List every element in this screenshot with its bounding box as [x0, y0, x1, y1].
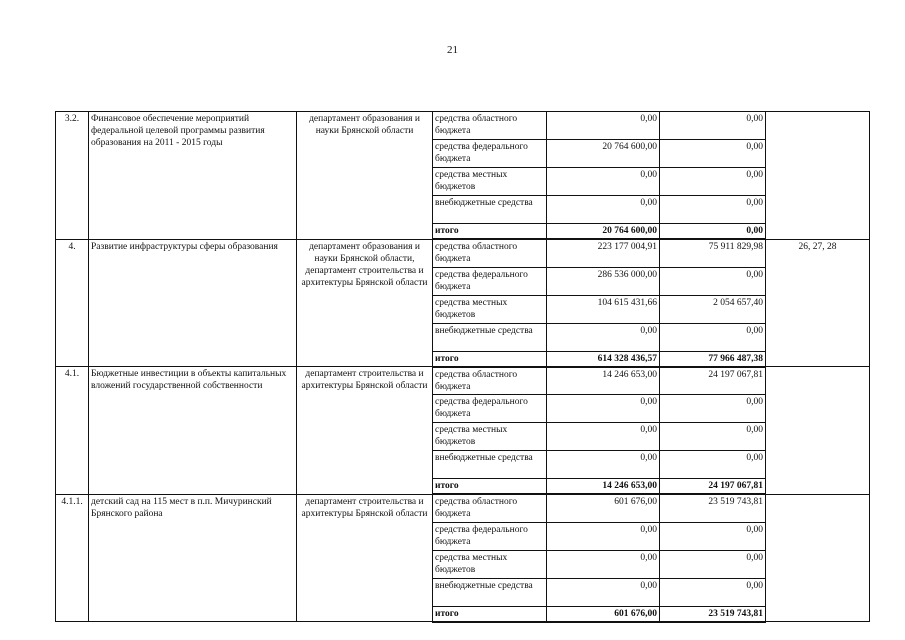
amount-column-1: 0,00 [547, 196, 660, 224]
amount-column-2: 0,00 [660, 550, 766, 578]
amount-column-2: 0,00 [660, 451, 766, 479]
amount-column-2: 0,00 [660, 112, 766, 140]
section-name: Развитие инфраструктуры сферы образования [89, 239, 297, 367]
funding-source: внебюджетные средства [433, 578, 547, 606]
amount-column-2: 0,00 [660, 140, 766, 168]
funding-source: средства местных бюджетов [433, 295, 547, 323]
table-row [56, 367, 870, 395]
amount-column-1: 0,00 [547, 550, 660, 578]
amount-column-1: 0,00 [547, 323, 660, 351]
funding-source: средства областного бюджета [433, 112, 547, 140]
funding-source: внебюджетные средства [433, 196, 547, 224]
amount-column-2: 0,00 [660, 224, 766, 240]
indicator-reference [766, 367, 870, 495]
amount-column-1: 286 536 000,00 [547, 267, 660, 295]
funding-source: средства федерального бюджета [433, 140, 547, 168]
funding-source: средства федерального бюджета [433, 267, 547, 295]
amount-column-2: 24 197 067,81 [660, 479, 766, 495]
amount-column-1: 0,00 [547, 522, 660, 550]
amount-column-2: 0,00 [660, 395, 766, 423]
section-number: 4. [56, 239, 89, 367]
amount-column-1: 104 615 431,66 [547, 295, 660, 323]
total-label: итого [433, 606, 547, 622]
amount-column-1: 20 764 600,00 [547, 224, 660, 240]
table-row [56, 239, 870, 267]
funding-source: средства федерального бюджета [433, 395, 547, 423]
funding-source: внебюджетные средства [433, 323, 547, 351]
funding-source: средства местных бюджетов [433, 423, 547, 451]
responsible-department: департамент образования и науки Брянской области, департамент строительства и архитектуры Брянской области [297, 239, 433, 367]
total-label: итого [433, 351, 547, 367]
funding-source: средства областного бюджета [433, 239, 547, 267]
indicator-reference [766, 112, 870, 240]
amount-column-2: 0,00 [660, 196, 766, 224]
section-number: 4.1. [56, 367, 89, 495]
amount-column-2: 75 911 829,98 [660, 239, 766, 267]
funding-source: внебюджетные средства [433, 451, 547, 479]
responsible-department: департамент строительства и архитектуры Брянской области [297, 367, 433, 495]
page-number: 21 [447, 44, 458, 56]
section-number: 4.1.1. [56, 494, 89, 622]
amount-column-2: 0,00 [660, 522, 766, 550]
amount-column-1: 20 764 600,00 [547, 140, 660, 168]
amount-column-2: 0,00 [660, 168, 766, 196]
amount-column-1: 0,00 [547, 112, 660, 140]
responsible-department: департамент образования и науки Брянской области [297, 112, 433, 240]
amount-column-1: 614 328 436,57 [547, 351, 660, 367]
section-name: детский сад на 115 мест в п.п. Мичуринский Брянского района [89, 494, 297, 622]
amount-column-2: 0,00 [660, 323, 766, 351]
responsible-department: департамент строительства и архитектуры Брянской области [297, 494, 433, 622]
amount-column-1: 601 676,00 [547, 606, 660, 622]
table-row [56, 494, 870, 522]
funding-source: средства федерального бюджета [433, 522, 547, 550]
amount-column-2: 0,00 [660, 267, 766, 295]
amount-column-2: 0,00 [660, 578, 766, 606]
funding-source: средства областного бюджета [433, 367, 547, 395]
amount-column-2: 24 197 067,81 [660, 367, 766, 395]
amount-column-2: 77 966 487,38 [660, 351, 766, 367]
indicator-reference: 26, 27, 28 [766, 239, 870, 367]
amount-column-1: 14 246 653,00 [547, 479, 660, 495]
section-name: Финансовое обеспечение мероприятий федеральной целевой программы развития образования на 2011 - 2015 годы [89, 112, 297, 240]
amount-column-1: 0,00 [547, 168, 660, 196]
amount-column-2: 0,00 [660, 423, 766, 451]
amount-column-1: 0,00 [547, 451, 660, 479]
amount-column-2: 23 519 743,81 [660, 606, 766, 622]
funding-source: средства местных бюджетов [433, 168, 547, 196]
amount-column-1: 0,00 [547, 423, 660, 451]
amount-column-1: 223 177 004,91 [547, 239, 660, 267]
section-number: 3.2. [56, 112, 89, 240]
budget-table-body [56, 112, 870, 622]
amount-column-1: 14 246 653,00 [547, 367, 660, 395]
table-row [56, 112, 870, 140]
amount-column-1: 0,00 [547, 395, 660, 423]
section-name: Бюджетные инвестиции в объекты капитальных вложений государственной собственности [89, 367, 297, 495]
funding-source: средства местных бюджетов [433, 550, 547, 578]
amount-column-2: 23 519 743,81 [660, 494, 766, 522]
amount-column-1: 601 676,00 [547, 494, 660, 522]
amount-column-1: 0,00 [547, 578, 660, 606]
budget-table [55, 111, 870, 623]
total-label: итого [433, 224, 547, 240]
indicator-reference [766, 494, 870, 622]
funding-source: средства областного бюджета [433, 494, 547, 522]
amount-column-2: 2 054 657,40 [660, 295, 766, 323]
total-label: итого [433, 479, 547, 495]
